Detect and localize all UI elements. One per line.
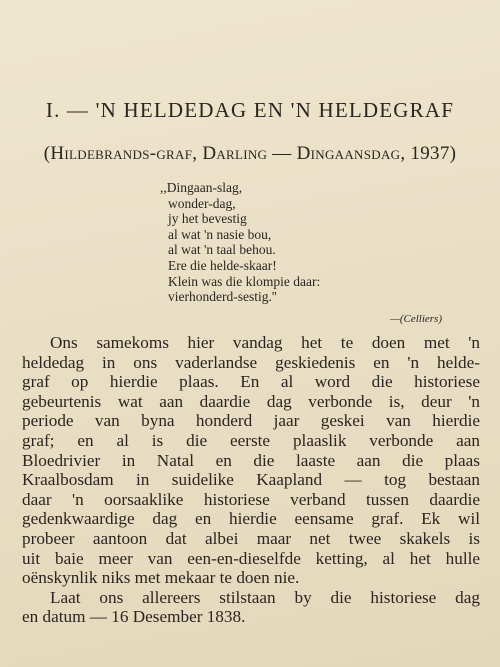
paragraph-line: en datum — 16 Desember 1838.	[22, 607, 246, 627]
body-text	[22, 333, 480, 627]
poem-attribution: —(Celliers)	[390, 313, 442, 325]
paragraph-line: probeer aantoon dat albei maar net twee skakels is	[22, 528, 480, 548]
paragraph-line: daar 'n oorsaaklike historiese verband tussen daardie	[22, 489, 480, 509]
paragraph-line: Bloedrivier in Natal en die laaste aan die plaas	[22, 450, 480, 470]
poem-line: ,,Dingaan-slag,	[160, 180, 243, 195]
poem-line: wonder-dag,	[168, 195, 236, 211]
paragraph-line: gebeurtenis wat aan daardie dag verbonde is, deur 'n	[22, 391, 480, 411]
paragraph-line: uit baie meer van een-en-dieselfde ketting, al het hulle	[22, 548, 480, 568]
paragraph-line: Ons samekoms hier vandag het te doen met 'n	[50, 333, 480, 352]
poem-line: al wat 'n taal behou.	[168, 242, 276, 258]
paragraph-line: gedenkwaardige dag en hierdie eensame graf. Ek wil	[22, 509, 480, 529]
paragraph-line: periode van byna honderd jaar geskei van hierdie	[22, 411, 480, 431]
poem-line: al wat 'n nasie bou,	[168, 226, 272, 242]
poem-epigraph	[160, 180, 460, 305]
paragraph-line: graf; en al is die eerste plaaslik verbonde aan	[22, 430, 480, 450]
paragraph-line: Kraalbosdam in suidelike Kaapland — tog bestaan	[22, 470, 480, 490]
poem-line: vierhonderd-sestig.''	[168, 289, 277, 305]
paragraph-line: graf op hierdie plaas. En al word die historiese	[22, 372, 480, 392]
chapter-title: I. — 'N HELDEDAG EN 'N HELDEGRAF	[45, 98, 455, 122]
paragraph-line: oënskynlik niks met mekaar te doen nie.	[22, 568, 300, 588]
poem-line: jy het bevestig	[168, 211, 247, 227]
poem-line: Klein was die klompie daar:	[168, 273, 321, 289]
chapter-subtitle: (Hildebrands-graf, Darling — Dingaansdag, 1937)	[43, 143, 457, 164]
poem-line: Ere die helde-skaar!	[168, 257, 277, 273]
paragraph-line: heldedag in ons vaderlandse geskiedenis en 'n helde-	[22, 352, 480, 372]
paragraph-line: Laat ons allereers stilstaan by die historiese dag	[50, 587, 480, 607]
